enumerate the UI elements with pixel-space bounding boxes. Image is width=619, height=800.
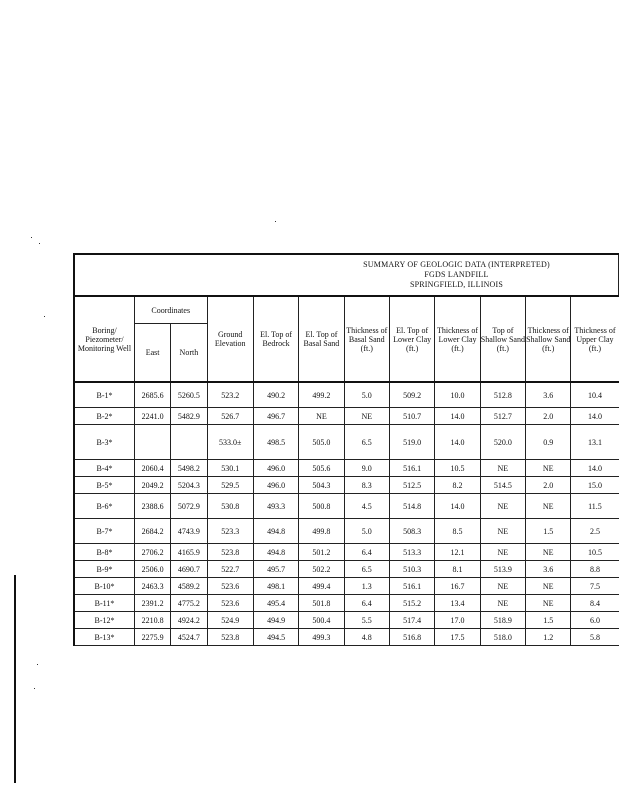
header-east: East [134,324,170,383]
cell-thickness-basal-sand: 5.0 [344,382,389,408]
table-row [74,408,619,425]
cell-top-of-bedrock: 496.0 [253,460,298,477]
cell-north: 4589.2 [171,578,207,595]
cell-top-of-shallow-sand: NE [480,519,525,544]
header-ground-elevation: Ground Elevation [207,296,253,382]
cell-thickness-lower-clay: 14.0 [435,408,480,425]
table-title [74,254,619,296]
cell-ground-elevation: 523.8 [207,629,253,646]
cell-thickness-upper-clay: 10.4 [571,382,619,408]
table-row [74,425,619,460]
cell-top-of-shallow-sand: 513.9 [480,561,525,578]
cell-boring-id: B-8* [74,544,134,561]
cell-north: 4690.7 [171,561,207,578]
cell-thickness-basal-sand: 1.3 [344,578,389,595]
cell-boring-id: B-6* [74,494,134,519]
cell-north: 4743.9 [171,519,207,544]
cell-top-of-bedrock: 496.7 [253,408,298,425]
cell-top-of-bedrock: 495.7 [253,561,298,578]
title-line-1: SUMMARY OF GEOLOGIC DATA (INTERPRETED) [363,260,550,269]
cell-boring-id: B-13* [74,629,134,646]
table-body [74,382,619,646]
cell-top-of-shallow-sand: NE [480,460,525,477]
cell-east: 2275.9 [134,629,170,646]
cell-north: 5260.5 [171,382,207,408]
cell-top-of-basal-sand: 502.2 [299,561,344,578]
table-row [74,561,619,578]
cell-thickness-shallow-sand: 2.0 [526,477,571,494]
cell-top-of-shallow-sand: NE [480,578,525,595]
cell-top-of-shallow-sand: 512.8 [480,382,525,408]
cell-thickness-upper-clay: 8.8 [571,561,619,578]
cell-thickness-upper-clay: 8.4 [571,595,619,612]
cell-thickness-shallow-sand: NE [526,460,571,477]
cell-east: 2706.2 [134,544,170,561]
cell-top-of-basal-sand: 499.4 [299,578,344,595]
cell-thickness-basal-sand: 6.5 [344,561,389,578]
cell-thickness-shallow-sand: 1.5 [526,519,571,544]
cell-ground-elevation: 523.3 [207,519,253,544]
cell-thickness-upper-clay: 5.8 [571,629,619,646]
cell-top-of-lower-clay: 508.3 [389,519,434,544]
title-line-2: FGDS LANDFILL [424,270,489,279]
cell-boring-id: B-11* [74,595,134,612]
cell-north: 4524.7 [171,629,207,646]
cell-thickness-shallow-sand: NE [526,544,571,561]
cell-top-of-shallow-sand: 514.5 [480,477,525,494]
cell-east: 2388.6 [134,494,170,519]
cell-thickness-shallow-sand: 0.9 [526,425,571,460]
cell-top-of-basal-sand: 504.3 [299,477,344,494]
cell-thickness-upper-clay: 7.5 [571,578,619,595]
cell-thickness-basal-sand: 8.3 [344,477,389,494]
cell-east: 2210.8 [134,612,170,629]
header-top-of-shallow-sand: Top of Shallow Sand (ft.) [480,296,525,382]
cell-thickness-shallow-sand: 1.2 [526,629,571,646]
table-row [74,519,619,544]
cell-thickness-basal-sand: 5.0 [344,519,389,544]
cell-thickness-shallow-sand: 3.6 [526,382,571,408]
cell-thickness-basal-sand: 6.4 [344,544,389,561]
table-row [74,578,619,595]
cell-boring-id: B-2* [74,408,134,425]
cell-ground-elevation: 523.6 [207,595,253,612]
cell-thickness-basal-sand: 4.8 [344,629,389,646]
cell-boring-id: B-12* [74,612,134,629]
cell-top-of-shallow-sand: NE [480,544,525,561]
cell-thickness-lower-clay: 8.5 [435,519,480,544]
header-top-of-bedrock: El. Top of Bedrock [253,296,298,382]
cell-north: 5072.9 [171,494,207,519]
cell-top-of-bedrock: 495.4 [253,595,298,612]
title-line-3: SPRINGFIELD, ILLINOIS [409,280,504,289]
cell-top-of-basal-sand: 505.6 [299,460,344,477]
cell-top-of-lower-clay: 515.2 [389,595,434,612]
table-row [74,612,619,629]
cell-top-of-lower-clay: 512.5 [389,477,434,494]
cell-thickness-lower-clay: 10.5 [435,460,480,477]
cell-thickness-lower-clay: 8.2 [435,477,480,494]
cell-thickness-lower-clay: 14.0 [435,425,480,460]
cell-east: 2463.3 [134,578,170,595]
cell-top-of-lower-clay: 516.1 [389,578,434,595]
cell-top-of-bedrock: 496.0 [253,477,298,494]
cell-top-of-lower-clay: 509.2 [389,382,434,408]
cell-top-of-bedrock: 494.8 [253,519,298,544]
header-coordinates: Coordinates [134,296,207,324]
cell-thickness-lower-clay: 17.5 [435,629,480,646]
cell-top-of-lower-clay: 516.8 [389,629,434,646]
cell-top-of-bedrock: 494.9 [253,612,298,629]
table-row [74,477,619,494]
cell-thickness-lower-clay: 8.1 [435,561,480,578]
cell-north: 4924.2 [171,612,207,629]
cell-north: 4775.2 [171,595,207,612]
cell-top-of-basal-sand: 505.0 [299,425,344,460]
header-boring: Boring/ Piezometer/ Monitoring Well [74,296,134,382]
cell-north: 5498.2 [171,460,207,477]
scan-speck [275,221,276,222]
cell-boring-id: B-4* [74,460,134,477]
header-top-of-basal-sand: El. Top of Basal Sand [299,296,344,382]
table-row [74,460,619,477]
cell-thickness-lower-clay: 12.1 [435,544,480,561]
cell-thickness-lower-clay: 10.0 [435,382,480,408]
cell-top-of-shallow-sand: NE [480,494,525,519]
cell-top-of-shallow-sand: 520.0 [480,425,525,460]
cell-east: 2391.2 [134,595,170,612]
cell-east: 2685.6 [134,382,170,408]
cell-thickness-basal-sand: NE [344,408,389,425]
cell-thickness-shallow-sand: NE [526,494,571,519]
cell-ground-elevation: 530.8 [207,494,253,519]
cell-thickness-upper-clay: 15.0 [571,477,619,494]
cell-top-of-bedrock: 494.5 [253,629,298,646]
cell-thickness-upper-clay: 14.0 [571,460,619,477]
cell-east [134,425,170,460]
scan-speck [37,664,38,665]
cell-boring-id: B-5* [74,477,134,494]
cell-top-of-lower-clay: 510.7 [389,408,434,425]
table-row [74,595,619,612]
cell-thickness-basal-sand: 5.5 [344,612,389,629]
header-thickness-basal-sand: Thickness of Basal Sand (ft.) [344,296,389,382]
cell-thickness-upper-clay: 10.5 [571,544,619,561]
cell-thickness-upper-clay: 13.1 [571,425,619,460]
cell-thickness-basal-sand: 4.5 [344,494,389,519]
cell-thickness-lower-clay: 14.0 [435,494,480,519]
scan-speck [39,243,40,244]
cell-north: 4165.9 [171,544,207,561]
cell-top-of-lower-clay: 514.8 [389,494,434,519]
cell-ground-elevation: 524.9 [207,612,253,629]
cell-boring-id: B-9* [74,561,134,578]
cell-east: 2060.4 [134,460,170,477]
cell-ground-elevation: 526.7 [207,408,253,425]
cell-thickness-lower-clay: 13.4 [435,595,480,612]
cell-top-of-basal-sand: 501.8 [299,595,344,612]
scan-speck [31,237,32,238]
cell-thickness-upper-clay: 11.5 [571,494,619,519]
header-top-of-lower-clay: El. Top of Lower Clay (ft.) [389,296,434,382]
cell-top-of-lower-clay: 513.3 [389,544,434,561]
cell-boring-id: B-3* [74,425,134,460]
cell-top-of-shallow-sand: NE [480,595,525,612]
cell-ground-elevation: 529.5 [207,477,253,494]
cell-top-of-lower-clay: 519.0 [389,425,434,460]
cell-north: 5204.3 [171,477,207,494]
cell-top-of-basal-sand: 499.3 [299,629,344,646]
header-north: North [171,324,207,383]
cell-boring-id: B-1* [74,382,134,408]
cell-east: 2684.2 [134,519,170,544]
header-thickness-lower-clay: Thickness of Lower Clay (ft.) [435,296,480,382]
cell-ground-elevation: 533.0± [207,425,253,460]
cell-top-of-lower-clay: 516.1 [389,460,434,477]
header-thickness-upper-clay: Thickness of Upper Clay (ft.) [571,296,619,382]
cell-north: 5482.9 [171,408,207,425]
cell-ground-elevation: 523.2 [207,382,253,408]
cell-boring-id: B-10* [74,578,134,595]
cell-ground-elevation: 523.6 [207,578,253,595]
cell-top-of-basal-sand: 499.2 [299,382,344,408]
cell-top-of-bedrock: 494.8 [253,544,298,561]
scan-speck [34,688,35,689]
header-thickness-shallow-sand: Thickness of Shallow Sand (ft.) [526,296,571,382]
cell-thickness-basal-sand: 6.4 [344,595,389,612]
cell-east: 2241.0 [134,408,170,425]
cell-ground-elevation: 522.7 [207,561,253,578]
cell-thickness-shallow-sand: NE [526,595,571,612]
cell-top-of-basal-sand: 501.2 [299,544,344,561]
cell-top-of-basal-sand: NE [299,408,344,425]
cell-east: 2049.2 [134,477,170,494]
cell-north [171,425,207,460]
cell-thickness-upper-clay: 14.0 [571,408,619,425]
cell-boring-id: B-7* [74,519,134,544]
cell-top-of-bedrock: 493.3 [253,494,298,519]
cell-top-of-bedrock: 498.1 [253,578,298,595]
cell-top-of-bedrock: 490.2 [253,382,298,408]
cell-thickness-shallow-sand: 3.6 [526,561,571,578]
table-row [74,544,619,561]
cell-top-of-basal-sand: 500.8 [299,494,344,519]
scan-margin-line [14,575,16,783]
cell-top-of-lower-clay: 510.3 [389,561,434,578]
cell-thickness-lower-clay: 16.7 [435,578,480,595]
cell-ground-elevation: 530.1 [207,460,253,477]
cell-east: 2506.0 [134,561,170,578]
cell-top-of-shallow-sand: 518.9 [480,612,525,629]
cell-top-of-shallow-sand: 512.7 [480,408,525,425]
cell-thickness-basal-sand: 9.0 [344,460,389,477]
cell-thickness-lower-clay: 17.0 [435,612,480,629]
cell-top-of-basal-sand: 499.8 [299,519,344,544]
cell-thickness-upper-clay: 6.0 [571,612,619,629]
table-row [74,382,619,408]
cell-thickness-shallow-sand: NE [526,578,571,595]
cell-top-of-bedrock: 498.5 [253,425,298,460]
cell-thickness-shallow-sand: 2.0 [526,408,571,425]
table-row [74,494,619,519]
cell-top-of-lower-clay: 517.4 [389,612,434,629]
table-row [74,629,619,646]
cell-top-of-shallow-sand: 518.0 [480,629,525,646]
cell-thickness-shallow-sand: 1.5 [526,612,571,629]
cell-thickness-upper-clay: 2.5 [571,519,619,544]
cell-top-of-basal-sand: 500.4 [299,612,344,629]
cell-ground-elevation: 523.8 [207,544,253,561]
geologic-data-table [73,253,619,646]
cell-thickness-basal-sand: 6.5 [344,425,389,460]
scan-speck [44,316,45,317]
